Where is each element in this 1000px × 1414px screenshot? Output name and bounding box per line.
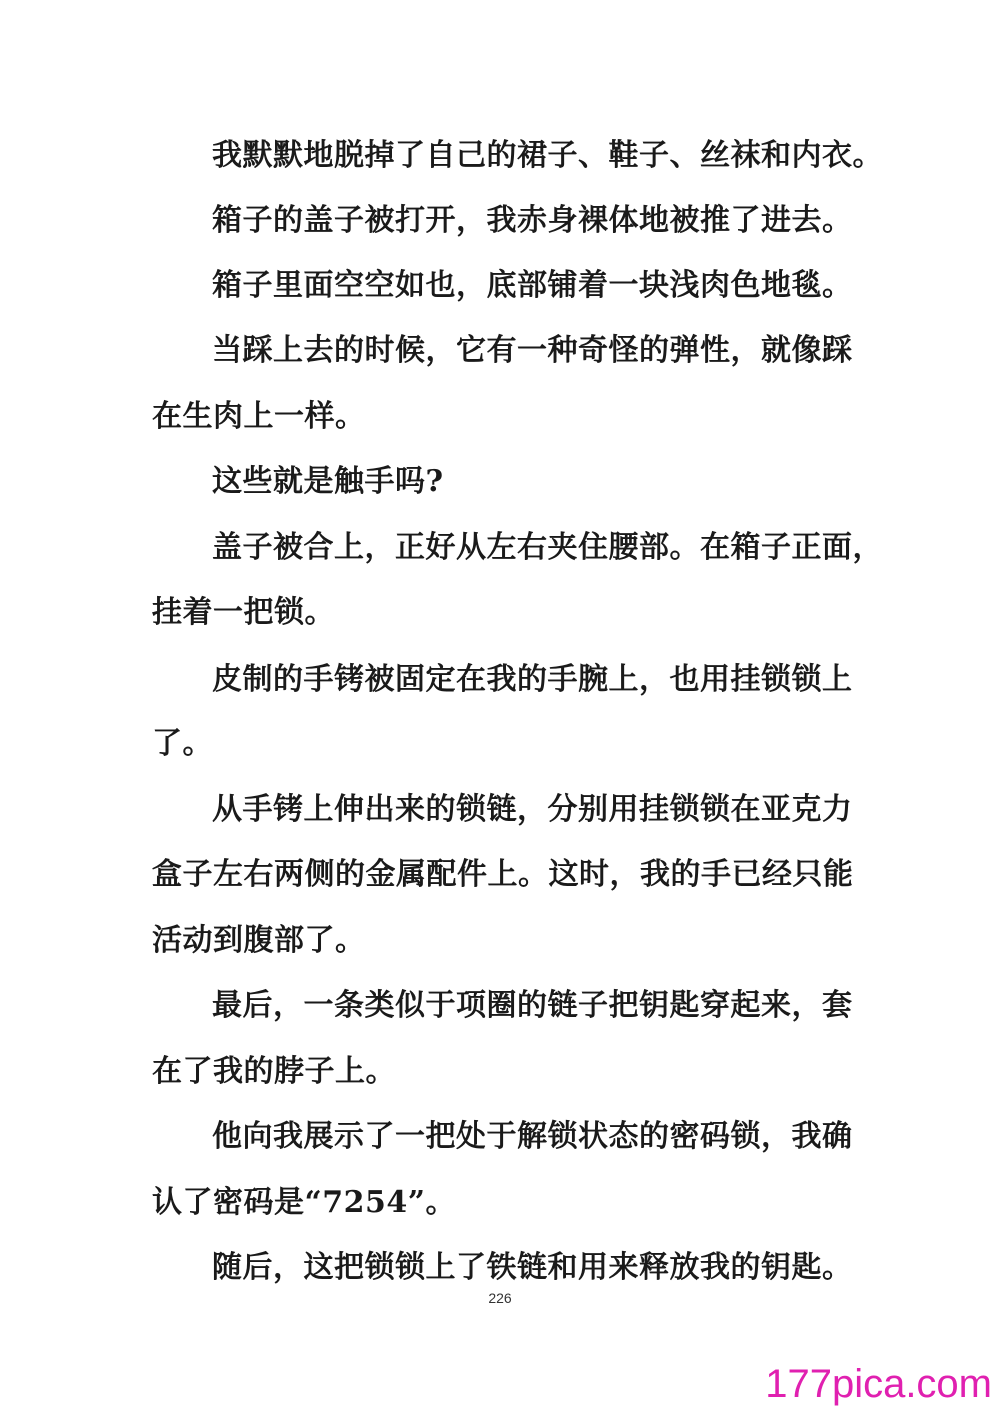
text-line: 箱子里面空空如也，底部铺着一块浅肉色地毯。 [212,268,853,303]
text-line: 了。 [152,726,213,761]
text-line: 随后，这把锁锁上了铁链和用来释放我的钥匙。 [212,1250,853,1285]
text-line: 皮制的手铐被固定在我的手腕上，也用挂锁锁上 [212,662,853,697]
text-line: 我默默地脱掉了自己的裙子、鞋子、丝袜和内衣。 [212,138,883,173]
text-line: 最后，一条类似于项圈的链子把钥匙穿起来，套 [212,988,853,1023]
text-line: 在生肉上一样。 [152,399,366,434]
text-line: 箱子的盖子被打开，我赤身裸体地被推了进去。 [212,203,853,238]
page-number: 226 [488,1290,512,1306]
text-line: 认了密码是“7254”。 [152,1185,457,1220]
text-line: 他向我展示了一把处于解锁状态的密码锁，我确 [212,1119,853,1154]
text-line: 当踩上去的时候，它有一种奇怪的弹性，就像踩 [212,333,853,368]
text-line: 盖子被合上，正好从左右夹住腰部。在箱子正面， [212,530,883,565]
text-line: 从手铐上伸出来的锁链，分别用挂锁锁在亚克力 [212,792,853,827]
text-line: 在了我的脖子上。 [152,1054,396,1089]
text-line: 盒子左右两侧的金属配件上。这时，我的手已经只能 [152,857,854,892]
watermark: 177pica.com [765,1362,992,1406]
text-line: 挂着一把锁。 [152,595,335,630]
text-line: 活动到腹部了。 [152,923,366,958]
text-line: 这些就是触手吗? [212,464,444,499]
